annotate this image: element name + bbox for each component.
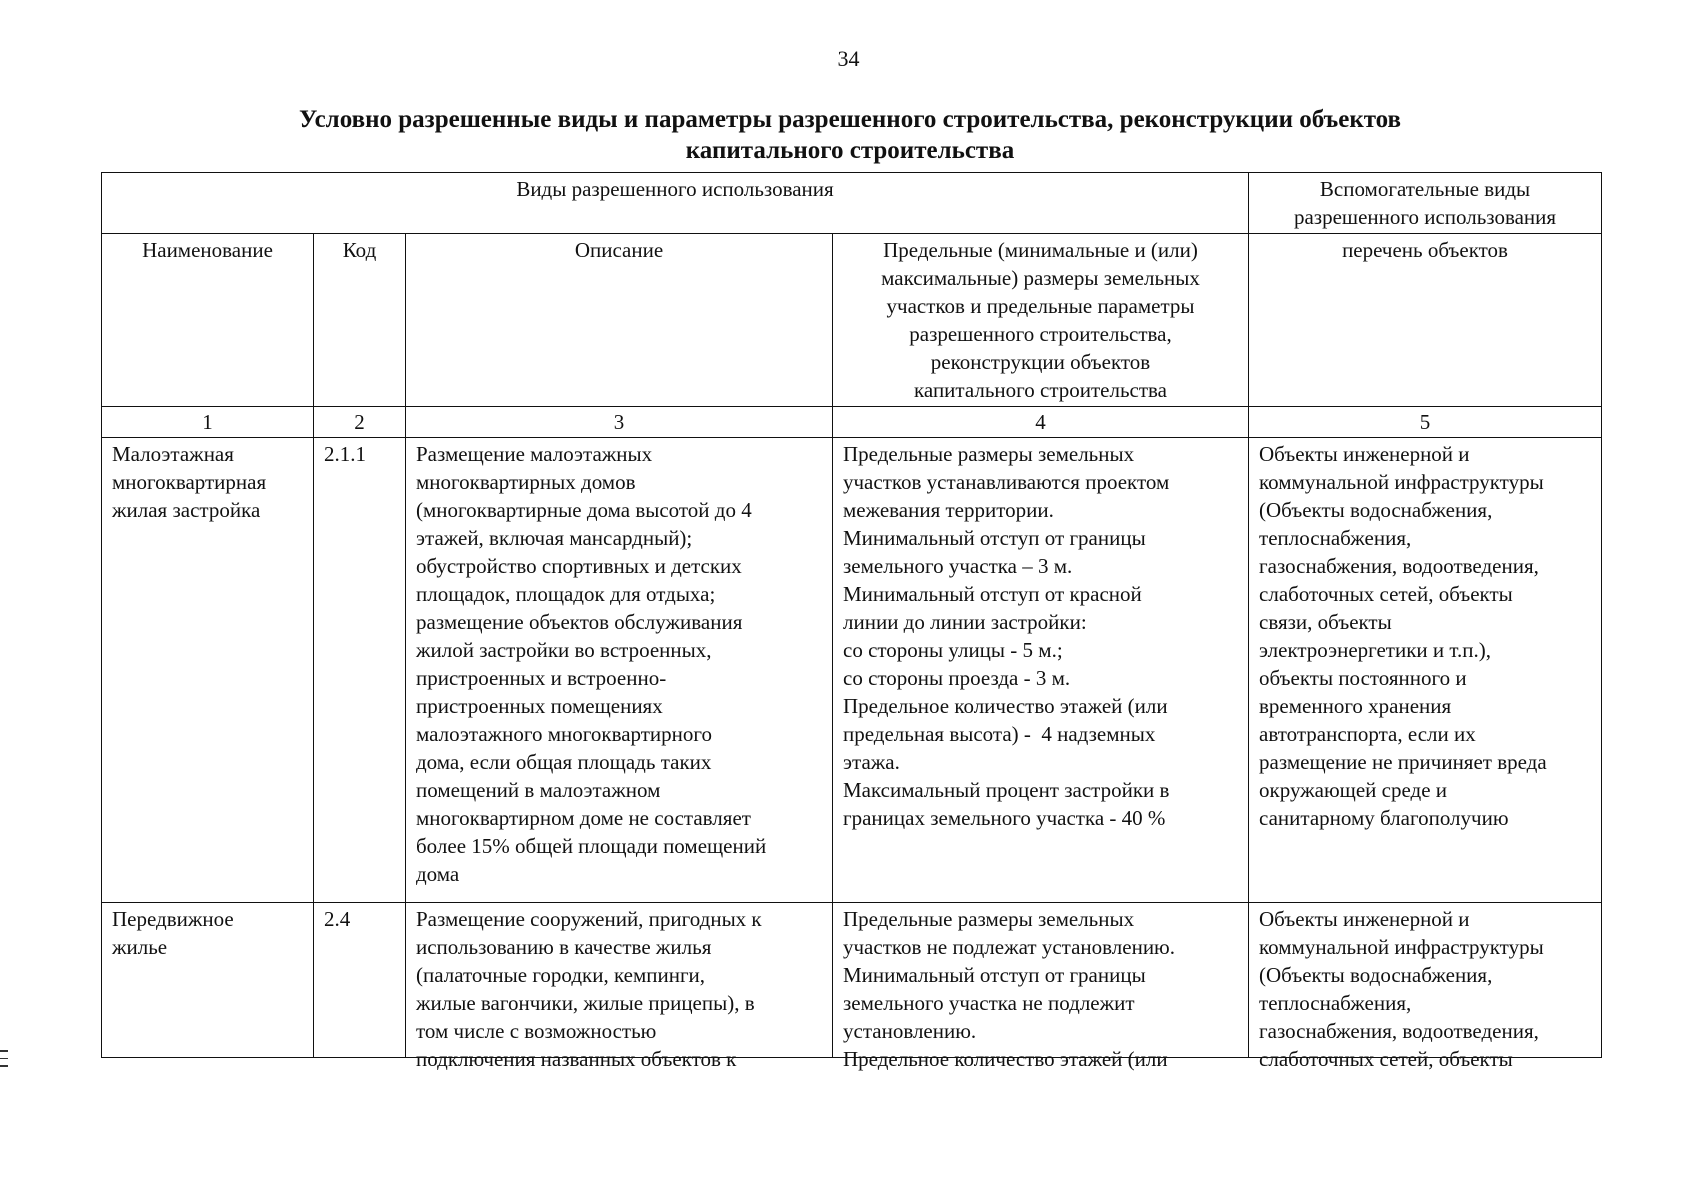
cell-line: Минимальный отступ от границы [843,963,1146,987]
cell-line: жилье [112,935,168,959]
column-number: 1 [102,407,314,438]
cell-line: участков устанавливаются проектом [843,470,1170,494]
cell-line: многоквартирных домов [416,470,636,494]
cell-line: со стороны улицы - 5 м.; [843,638,1063,662]
column-header-description: Описание [406,234,833,407]
header-line: разрешенного использования [1293,205,1557,229]
cell-line: (Объекты водоснабжения, [1259,498,1493,522]
cell-line: временного хранения [1259,694,1452,718]
cell-line: теплоснабжения, [1259,526,1412,550]
cell-line: земельного участка не подлежит [843,991,1135,1015]
column-number-row [102,407,1602,438]
cell-line: Минимальный отступ от границы [843,526,1146,550]
cell-line: электроэнергетики и т.п.), [1259,638,1491,662]
cell-line: жилые вагончики, жилые прицепы), в [416,991,755,1015]
cell-line: малоэтажного многоквартирного [416,722,712,746]
column-header-name: Наименование [102,234,314,407]
cell-line: Передвижное [112,907,234,931]
cell-line: Максимальный процент застройки в [843,778,1170,802]
row-limits-cell [833,438,1249,903]
document-title [200,104,1500,166]
cell-line: автотранспорта, если их [1259,722,1476,746]
column-header-code: Код [314,234,406,407]
group-header-auxiliary [1249,173,1602,234]
cell-line: установлению. [843,1019,977,1043]
cell-line: жилой застройки во встроенных, [416,638,712,662]
title-line: Условно разрешенные виды и параметры разрешенного строительства, реконструкции объектов [298,106,1402,133]
header-line: максимальные) размеры земельных [881,266,1200,290]
cell-line: Предельные размеры земельных [843,442,1135,466]
cell-line: более 15% общей площади помещений [416,834,767,858]
row-description-cell [406,903,833,1071]
column-number: 4 [833,407,1249,438]
group-header-main: Виды разрешенного использования [102,173,1249,234]
cell-line: Малоэтажная [112,442,234,466]
cell-line: пристроенных помещениях [416,694,663,718]
cell-line: помещений в малоэтажном [416,778,661,802]
cell-line: обустройство спортивных и детских [416,554,742,578]
cell-line: земельного участка – 3 м. [843,554,1073,578]
cell-line: Предельные размеры земельных [843,907,1135,931]
cell-line: площадок, площадок для отдыха; [416,582,716,606]
cell-line: том числе с возможностью [416,1019,657,1043]
table-column-header-row [102,234,1602,407]
cell-line: слаботочных сетей, объекты [1259,582,1513,606]
table-group-header-row [102,173,1602,234]
cell-line: (многоквартирные дома высотой до 4 [416,498,752,522]
cell-line: Предельное количество этажей (или [843,1047,1168,1071]
cell-line: многоквартирная [112,470,267,494]
cell-content [416,905,822,1071]
cell-line: теплоснабжения, [1259,991,1412,1015]
cell-line: (Объекты водоснабжения, [1259,963,1493,987]
page-number: 34 [837,46,860,71]
row-description-cell [406,438,833,903]
column-number: 5 [1249,407,1602,438]
cell-content [1259,905,1591,1071]
header-line: разрешенного строительства, [909,322,1172,346]
table-row [102,438,1602,903]
header-line: капитального строительства [914,378,1167,402]
row-limits-cell [833,903,1249,1071]
margin-mark [0,1058,8,1060]
margin-mark [0,1050,8,1052]
cell-line: многоквартирном доме не составляет [416,806,751,830]
cell-line: дома, если общая площадь таких [416,750,712,774]
cell-line: объекты постоянного и [1259,666,1467,690]
cell-line: предельная высота) - 4 надземных [843,722,1156,746]
cell-content [843,905,1238,1071]
row-objects-cell [1249,903,1602,1071]
header-line: Предельные (минимальные и (или) [883,238,1198,262]
cell-line: подключения названных объектов к [416,1047,737,1071]
margin-scan-marks [0,1050,12,1073]
column-header-limits [833,234,1249,407]
cell-line: размещение объектов обслуживания [416,610,743,634]
table-row [102,903,1602,1058]
cell-line: связи, объекты [1259,610,1392,634]
cell-line: пристроенных и встроенно- [416,666,667,690]
column-number: 2 [314,407,406,438]
cell-line: коммунальной инфраструктуры [1259,935,1544,959]
cell-line: санитарному благополучию [1259,806,1509,830]
row-code-cell: 2.1.1 [314,438,406,903]
cell-content: 2.4 [324,907,351,931]
cell-line: Минимальный отступ от красной [843,582,1142,606]
cell-line: этажей, включая мансардный); [416,526,693,550]
row-name-cell [102,903,314,1058]
cell-line: со стороны проезда - 3 м. [843,666,1071,690]
row-objects-cell [1249,438,1602,903]
row-code-cell [314,903,406,1058]
cell-line: линии до линии застройки: [843,610,1087,634]
cell-line: газоснабжения, водоотведения, [1259,554,1539,578]
cell-line: Размещение малоэтажных [416,442,653,466]
cell-content [112,905,303,1055]
permitted-use-table [101,172,1602,1071]
cell-line: Предельное количество этажей (или [843,694,1168,718]
cell-line: газоснабжения, водоотведения, [1259,1019,1539,1043]
cell-line: Размещение сооружений, пригодных к [416,907,762,931]
header-line: участков и предельные параметры [886,294,1195,318]
cell-line: Объекты инженерной и [1259,442,1470,466]
cell-line: Объекты инженерной и [1259,907,1470,931]
cell-line: дома [416,862,460,886]
header-line: реконструкции объектов [930,350,1151,374]
cell-line: размещение не причиняет вреда [1259,750,1547,774]
cell-line: коммунальной инфраструктуры [1259,470,1544,494]
cell-line: участков не подлежат установлению. [843,935,1175,959]
header-line: Вспомогательные виды [1319,177,1531,201]
column-number: 3 [406,407,833,438]
cell-line: окружающей среде и [1259,778,1448,802]
title-line: капитального строительства [685,137,1015,164]
cell-line: этажа. [843,750,900,774]
cell-line: (палаточные городки, кемпинги, [416,963,706,987]
margin-mark [0,1065,8,1067]
cell-line: слаботочных сетей, объекты [1259,1047,1513,1071]
column-header-objects: перечень объектов [1249,234,1602,407]
cell-line: межевания территории. [843,498,1054,522]
row-name-cell [102,438,314,903]
cell-line: границах земельного участка - 40 % [843,806,1166,830]
cell-line: жилая застройка [112,498,261,522]
cell-line: использованию в качестве жилья [416,935,712,959]
